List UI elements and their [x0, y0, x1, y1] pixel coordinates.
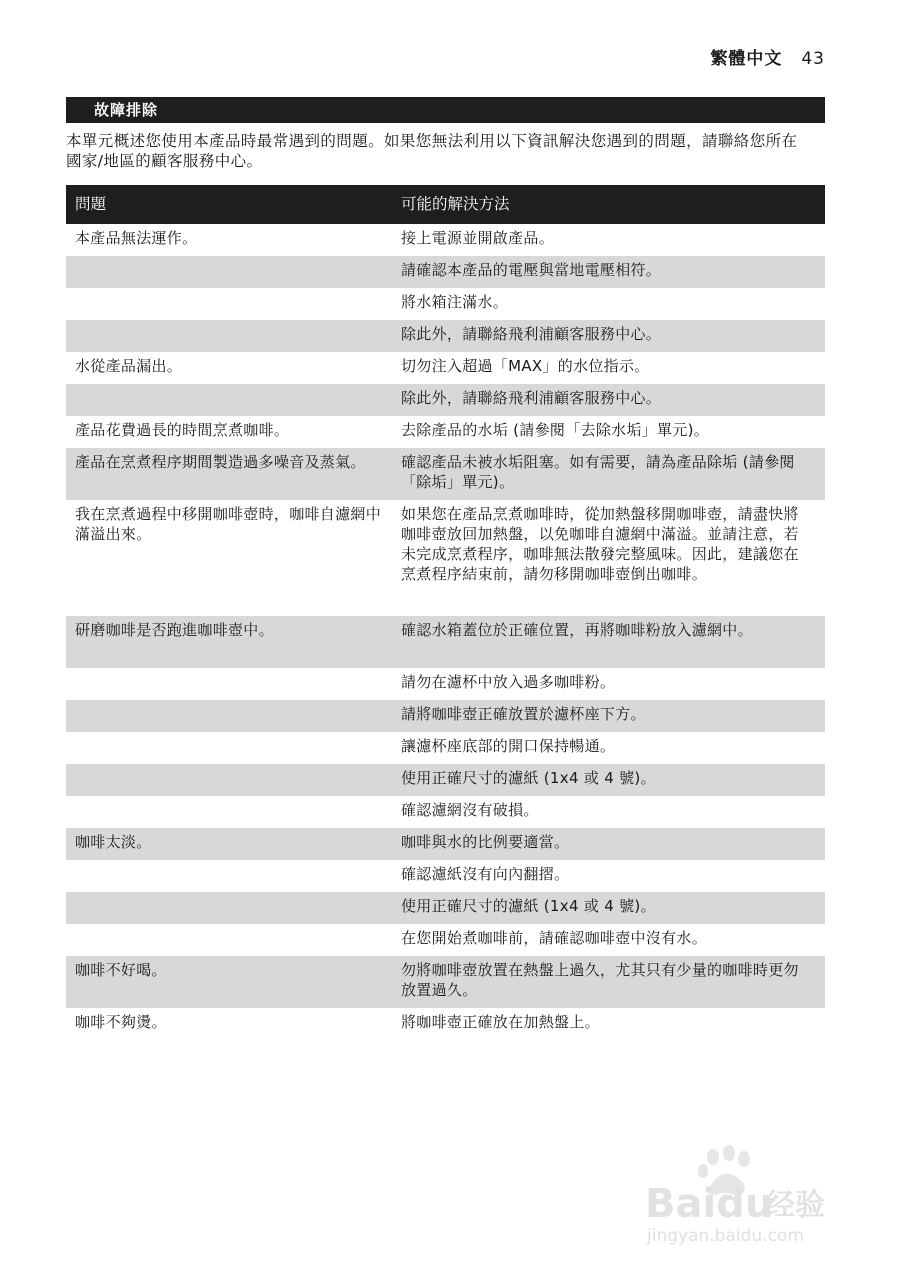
- problem-cell: 咖啡不好喝。: [75, 961, 167, 979]
- solution-cell: 確認水箱蓋位於正確位置，再將咖啡粉放入濾網中。: [401, 621, 753, 639]
- intro-paragraph: 本單元概述您使用本產品時最常遇到的問題。如果您無法利用以下資訊解決您遇到的問題，請聯絡您所在國家/地區的顧客服務中心。: [66, 132, 798, 170]
- solution-cell: 如果您在產品烹煮咖啡時，從加熱盤移開咖啡壺，請盡快將咖啡壺放回加熱盤，以免咖啡自濾網中滿溢。並請注意，若未完成烹煮程序，咖啡無法散發完整風味。因此，建議您在烹煮程序結束前，請勿移開咖啡壺倒出咖啡。: [401, 505, 799, 583]
- problem-cell: [66, 892, 392, 924]
- problem-cell: 我在烹煮過程中移開咖啡壺時，咖啡自濾網中滿溢出來。: [75, 505, 382, 543]
- solution-cell: 確認濾網沒有破損。: [401, 801, 539, 819]
- problem-cell: [66, 764, 392, 796]
- table-row: [66, 860, 825, 892]
- table-row: [66, 764, 825, 796]
- page-number: 43: [801, 49, 825, 69]
- solution-cell: 使用正確尺寸的濾紙 (1x4 或 4 號)。: [401, 769, 656, 787]
- header-solution: 可能的解決方法: [401, 195, 510, 213]
- table-row: [66, 924, 825, 956]
- table-row: [66, 384, 825, 416]
- problem-cell: [66, 700, 392, 732]
- problem-cell: [66, 668, 392, 700]
- table-body: [66, 224, 825, 1040]
- problem-cell: [66, 384, 392, 416]
- solution-cell: 請勿在濾杯中放入過多咖啡粉。: [401, 673, 616, 691]
- table-row: [66, 352, 825, 384]
- table-row: [66, 828, 825, 860]
- solution-cell: 咖啡與水的比例要適當。: [401, 833, 570, 851]
- table-row: [66, 700, 825, 732]
- problem-cell: [66, 288, 392, 320]
- solution-cell: 請將咖啡壺正確放置於濾杯座下方。: [401, 705, 646, 723]
- table-row: [66, 320, 825, 352]
- table-header: [66, 185, 825, 224]
- table-row: [66, 616, 825, 668]
- problem-cell: 研磨咖啡是否跑進咖啡壺中。: [75, 621, 274, 639]
- solution-cell: 切勿注入超過「MAX」的水位指示。: [401, 357, 650, 375]
- problem-cell: 產品在烹煮程序期間製造過多噪音及蒸氣。: [75, 453, 366, 471]
- table-row: [66, 224, 825, 256]
- table-row: [66, 416, 825, 448]
- solution-cell: 除此外，請聯絡飛利浦顧客服務中心。: [401, 389, 662, 407]
- solution-cell: 除此外，請聯絡飛利浦顧客服務中心。: [401, 325, 662, 343]
- watermark-logo: [645, 1145, 845, 1245]
- table-row: [66, 288, 825, 320]
- table-row: [66, 500, 825, 616]
- table-row: [66, 256, 825, 288]
- table-row: [66, 796, 825, 828]
- table-row: [66, 732, 825, 764]
- solution-cell: 確認濾紙沒有向內翻摺。: [401, 865, 570, 883]
- solution-cell: 請確認本產品的電壓與當地電壓相符。: [401, 261, 662, 279]
- problem-cell: 水從產品漏出。: [75, 357, 183, 375]
- problem-cell: 咖啡不夠燙。: [75, 1013, 167, 1031]
- table-row: [66, 448, 825, 500]
- section-title-bar: [66, 97, 825, 123]
- solution-cell: 去除產品的水垢 (請參閱「去除水垢」單元)。: [401, 421, 710, 439]
- watermark-service: 经验: [765, 1188, 825, 1223]
- table-row: [66, 956, 825, 1008]
- table-row: [66, 892, 825, 924]
- problem-cell: [66, 796, 392, 828]
- solution-cell: 確認產品未被水垢阻塞。如有需要，請為產品除垢 (請參閱「除垢」單元)。: [401, 453, 795, 491]
- problem-cell: [66, 320, 392, 352]
- solution-cell: 使用正確尺寸的濾紙 (1x4 或 4 號)。: [401, 897, 656, 915]
- troubleshooting-table: [66, 185, 825, 1040]
- problem-cell: 咖啡太淡。: [75, 833, 152, 851]
- language-label: 繁體中文: [710, 49, 783, 69]
- watermark-brand: Baidu: [645, 1181, 774, 1227]
- solution-cell: 勿將咖啡壺放置在熱盤上過久，尤其只有少量的咖啡時更勿放置過久。: [401, 961, 799, 999]
- watermark-url: jingyan.baidu.com: [647, 1226, 804, 1245]
- table-row: [66, 668, 825, 700]
- problem-cell: [66, 860, 392, 892]
- problem-cell: [66, 924, 392, 956]
- problem-cell: 產品花費過長的時間烹煮咖啡。: [75, 421, 290, 439]
- header-problem: 問題: [75, 195, 107, 213]
- solution-cell: 將咖啡壺正確放在加熱盤上。: [401, 1013, 600, 1031]
- solution-cell: 接上電源並開啟產品。: [401, 229, 555, 247]
- solution-cell: 將水箱注滿水。: [401, 293, 509, 311]
- solution-cell: 讓濾杯座底部的開口保持暢通。: [401, 737, 616, 755]
- problem-cell: 本產品無法運作。: [75, 229, 198, 247]
- solution-cell: 在您開始煮咖啡前，請確認咖啡壺中沒有水。: [401, 929, 708, 947]
- problem-cell: [66, 256, 392, 288]
- problem-cell: [66, 732, 392, 764]
- table-row: [66, 1008, 825, 1040]
- section-title: 故障排除: [94, 101, 159, 119]
- page-header: [710, 44, 825, 69]
